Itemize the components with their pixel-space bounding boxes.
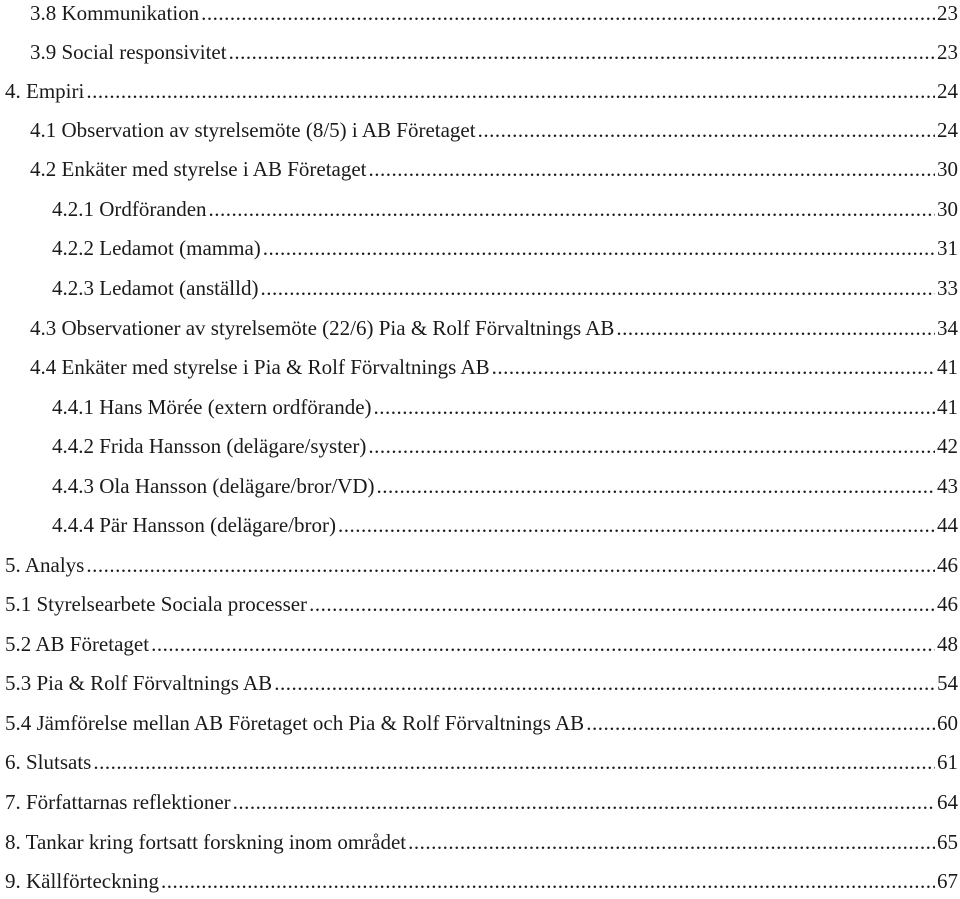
toc-entry-title: 5.3 Pia & Rolf Förvaltnings AB [5,671,273,695]
toc-page-number: 41 [937,395,958,419]
toc-entry-title: 4.4.1 Hans Mörée (extern ordförande) [52,395,372,419]
toc-dot-leader [274,670,935,696]
toc-entry [0,710,960,736]
toc-entry-title: 4.2.2 Ledamot (mamma) [52,236,261,260]
toc-dot-leader [209,196,935,222]
toc-entry [0,78,960,104]
toc-page-number: 41 [937,355,958,379]
toc-page-number: 46 [937,592,958,616]
toc-dot-leader [233,789,935,815]
toc-entry [0,789,960,815]
toc-dot-leader [374,394,935,420]
toc-entry-title: 4.4.4 Pär Hansson (delägare/bror) [52,513,336,537]
toc-page-number: 31 [937,236,958,260]
toc-page-number: 60 [937,711,958,735]
toc-page-number: 54 [937,671,958,695]
toc-entry-title: 6. Slutsats [5,750,92,774]
toc-entry-title: 4.4 Enkäter med styrelse i Pia & Rolf Förvaltnings AB [30,355,490,379]
toc-page-number: 42 [937,434,958,458]
toc-entry [0,631,960,657]
toc-page-number: 43 [937,474,958,498]
toc-dot-leader [309,591,935,617]
toc-dot-leader [616,315,935,341]
toc-entry [0,670,960,696]
toc-entry [0,196,960,222]
toc-entry [0,829,960,855]
toc-entry-title: 5.4 Jämförelse mellan AB Företaget och Pia & Rolf Förvaltnings AB [5,711,585,735]
toc-entry [0,39,960,65]
toc-entry [0,394,960,420]
toc-page-number: 46 [937,553,958,577]
toc-dot-leader [586,710,935,736]
toc-page-number: 67 [937,869,958,893]
toc-page-number: 24 [937,118,958,142]
toc-entry [0,552,960,578]
toc-entry-title: 3.8 Kommunikation [30,1,200,25]
toc-page-number: 34 [937,316,958,340]
toc-dot-leader [492,354,935,380]
toc-entry [0,473,960,499]
toc-entry [0,0,960,26]
toc-dot-leader [478,117,935,143]
toc-entry-title: 4.1 Observation av styrelsemöte (8/5) i AB Företaget [30,118,476,142]
toc-entry-title: 4.2.3 Ledamot (anställd) [52,276,259,300]
toc-entry [0,868,960,894]
toc-entry [0,749,960,775]
toc-dot-leader [338,512,935,538]
toc-entry [0,591,960,617]
toc-entry [0,117,960,143]
toc-dot-leader [93,749,935,775]
toc-entry-title: 8. Tankar kring fortsatt forskning inom området [5,830,407,854]
toc-entry [0,275,960,301]
toc-dot-leader [151,631,935,657]
toc-entry-title: 4.2 Enkäter med styrelse i AB Företaget [30,157,367,181]
toc-entry-title: 5. Analys [5,553,85,577]
toc-entry-title: 4. Empiri [5,79,85,103]
toc-dot-leader [201,0,935,26]
toc-page-number: 64 [937,790,958,814]
toc-entry-title: 5.1 Styrelsearbete Sociala processer [5,592,308,616]
toc-page-number: 61 [937,750,958,774]
toc-entry [0,156,960,182]
toc-dot-leader [161,868,935,894]
toc-entry-title: 4.4.3 Ola Hansson (delägare/bror/VD) [52,474,375,498]
toc-page-number: 48 [937,632,958,656]
toc-entry-title: 7. Författarnas reflektioner [5,790,231,814]
toc-page-number: 23 [937,1,958,25]
toc-page-number: 44 [937,513,958,537]
toc-page-number: 30 [937,157,958,181]
toc-dot-leader [377,473,936,499]
toc-entry-title: 4.4.2 Frida Hansson (delägare/syster) [52,434,367,458]
toc-entry [0,235,960,261]
toc-entry [0,512,960,538]
toc-dot-leader [229,39,935,65]
toc-entry [0,433,960,459]
toc-page-number: 30 [937,197,958,221]
toc-dot-leader [260,275,935,301]
toc-page-number: 33 [937,276,958,300]
toc-dot-leader [86,552,935,578]
toc-page-number: 23 [937,40,958,64]
toc-entry-title: 3.9 Social responsivitet [30,40,227,64]
toc-entry-title: 5.2 AB Företaget [5,632,150,656]
toc-page-number: 65 [937,830,958,854]
toc-entry-title: 4.2.1 Ordföranden [52,197,207,221]
toc-entry-title: 9. Källförteckning [5,869,159,893]
toc-entry [0,354,960,380]
toc-dot-leader [86,78,935,104]
toc-dot-leader [408,829,935,855]
toc-entry [0,315,960,341]
toc-dot-leader [368,433,935,459]
toc-page-number: 24 [937,79,958,103]
toc-dot-leader [369,156,935,182]
toc-dot-leader [263,235,935,261]
toc-entry-title: 4.3 Observationer av styrelsemöte (22/6) Pia & Rolf Förvaltnings AB [30,316,615,340]
